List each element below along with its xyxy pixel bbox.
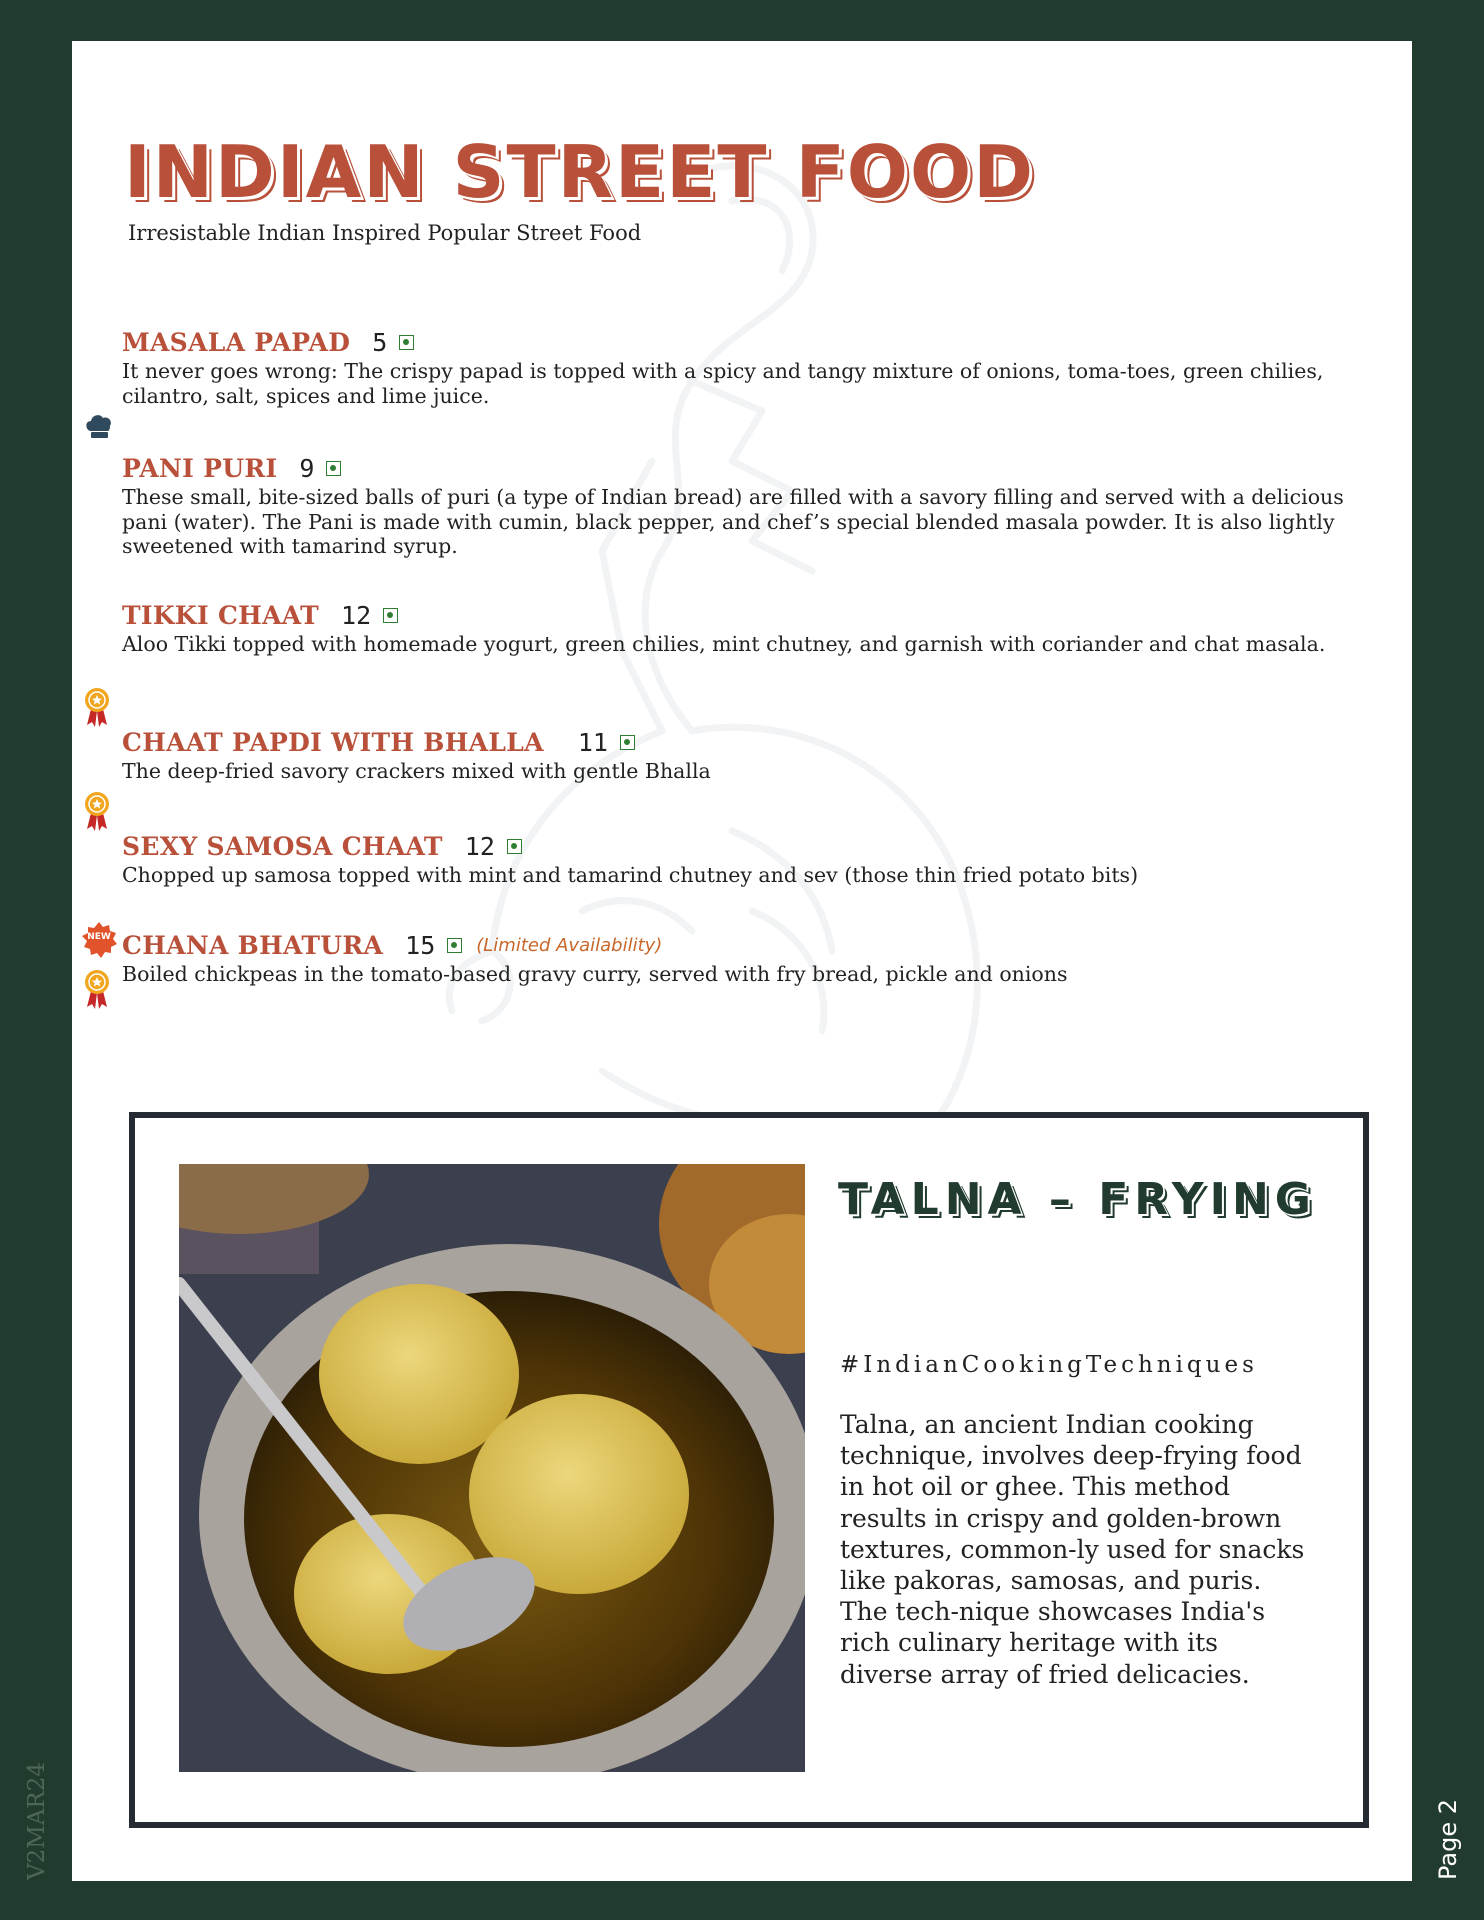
version-label: V2MAR24 (24, 1762, 50, 1880)
item-price: 5 (372, 327, 388, 357)
page-number: Page 2 (1434, 1799, 1462, 1880)
item-name: PANI PURI (122, 453, 278, 483)
frying-puri-photo (179, 1164, 805, 1772)
menu-item (122, 598, 1392, 657)
veg-indicator-icon (326, 461, 341, 476)
award-ribbon-icon (84, 791, 110, 833)
feature-description: Talna, an ancient Indian cooking technique, involves deep-frying food in hot oil or ghee. This method results in crispy and golden-brown textures, common-ly used for snacks like pakoras, samosas, and puris. The tech-nique showcases India's rich culinary heritage with its diverse array of fried delicacies. (840, 1410, 1305, 1689)
veg-indicator-icon (620, 735, 635, 750)
item-price: 12 (464, 831, 495, 861)
availability-note: (Limited Availability) (476, 934, 663, 956)
item-price: 15 (405, 930, 436, 960)
award-ribbon-icon (84, 969, 110, 1011)
veg-indicator-icon (399, 335, 414, 350)
veg-indicator-icon (383, 608, 398, 623)
award-ribbon-icon (84, 687, 110, 729)
item-description: Boiled chickpeas in the tomato-based gravy curry, served with fry bread, pickle and onions (122, 962, 1068, 986)
item-description: Aloo Tikki topped with homemade yogurt, green chilies, mint chutney, and garnish with coriander and chat masala. (122, 632, 1326, 656)
veg-indicator-icon (507, 839, 522, 854)
menu-item (122, 829, 1392, 888)
menu-item (122, 325, 1392, 408)
menu-page (72, 41, 1412, 1881)
feature-hashtag: #IndianCookingTechniques (840, 1352, 1258, 1378)
menu-item (122, 928, 1392, 987)
item-price: 12 (341, 600, 372, 630)
item-description: These small, bite-sized balls of puri (a type of Indian bread) are filled with a savory filling and served with a delicious pani (water). The Pani is made with cumin, black pepper, and chef’s special blended masala powder. It is also lightly sweetened with tamarind syrup. (122, 485, 1344, 558)
menu-item (122, 451, 1392, 559)
feature-title: TALNA – FRYING (838, 1174, 1317, 1225)
item-name: MASALA PAPAD (122, 327, 351, 357)
new-badge-icon (80, 921, 118, 959)
feature-panel (129, 1112, 1369, 1828)
page-title: INDIAN STREET FOOD (124, 130, 1035, 214)
item-description: Chopped up samosa topped with mint and tamarind chutney and sev (those thin fried potato bits) (122, 863, 1139, 887)
veg-indicator-icon (447, 938, 462, 953)
item-name: TIKKI CHAAT (122, 600, 320, 630)
menu-item (122, 725, 1392, 784)
item-description: The deep-fried savory crackers mixed with gentle Bhalla (122, 759, 711, 783)
item-name: CHANA BHATURA (122, 930, 384, 960)
item-price: 11 (577, 727, 608, 757)
item-price: 9 (299, 453, 315, 483)
new-badge-label: NEW (87, 932, 111, 942)
item-description: It never goes wrong: The crispy papad is topped with a spicy and tangy mixture of onions, toma-toes, green chilies, cilantro, salt, spices and lime juice. (122, 359, 1324, 408)
item-name: SEXY SAMOSA CHAAT (122, 831, 443, 861)
item-name: CHAAT PAPDI WITH BHALLA (122, 727, 544, 757)
page-subtitle: Irresistable Indian Inspired Popular Street Food (128, 221, 642, 245)
chef-hat-icon (84, 413, 114, 441)
